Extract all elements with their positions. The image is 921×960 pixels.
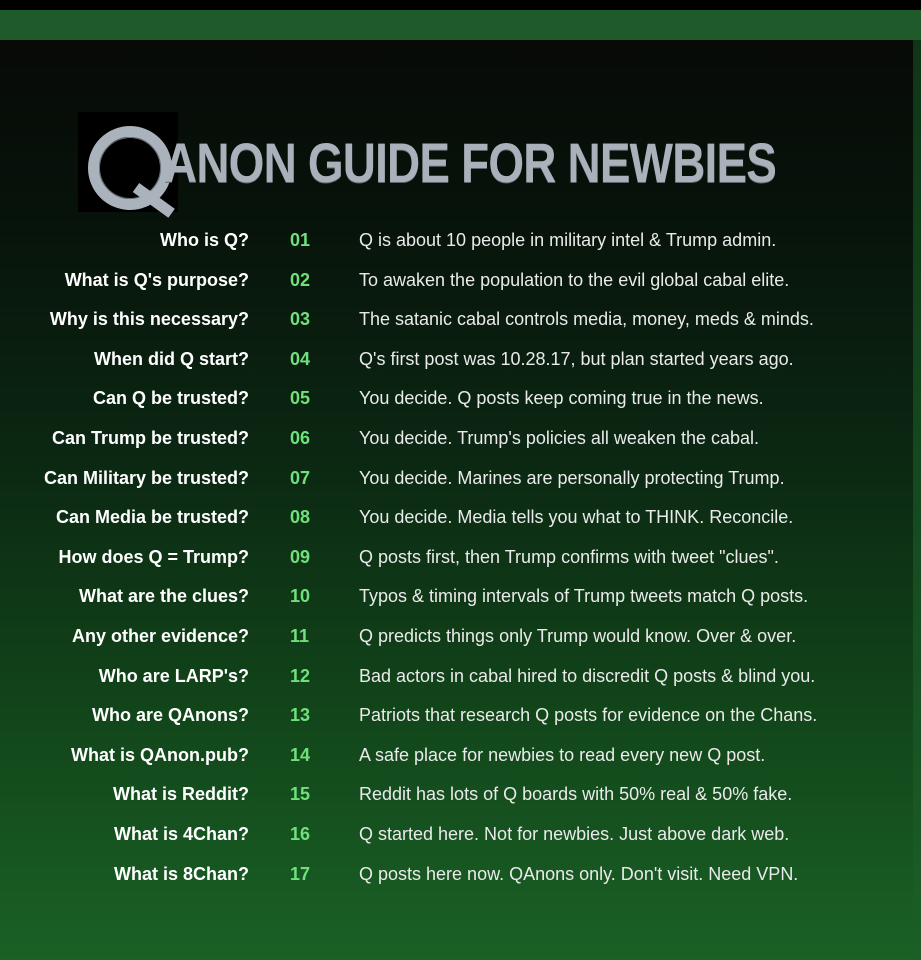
list-item (0, 776, 921, 816)
answer-text: You decide. Trump's policies all weaken the cabal. (359, 427, 760, 448)
list-item (0, 539, 921, 579)
answer-text: Patriots that research Q posts for evidence on the Chans. (359, 705, 818, 726)
question-label: Who is Q? (160, 230, 249, 250)
item-number: 08 (290, 507, 311, 528)
list-item (0, 658, 921, 698)
answer-text: Q predicts things only Trump would know. Over & over. (359, 625, 797, 646)
list-item (0, 380, 921, 420)
answer-text: Bad actors in cabal hired to discredit Q posts & blind you. (359, 665, 816, 686)
list-item (0, 262, 921, 302)
top-bar (0, 10, 921, 40)
list-item (0, 618, 921, 658)
list-item (0, 341, 921, 381)
list-item (0, 697, 921, 737)
answer-text: Q's first post was 10.28.17, but plan started years ago. (359, 348, 794, 369)
answer-text: A safe place for newbies to read every new Q post. (359, 744, 766, 765)
question-label: Who are QAnons? (92, 705, 249, 726)
question-label: What is Q's purpose? (64, 269, 249, 290)
item-number: 17 (290, 863, 311, 884)
item-number: 15 (290, 784, 311, 805)
item-number: 13 (290, 705, 311, 726)
item-number: 10 (290, 586, 311, 607)
list-item (0, 499, 921, 539)
item-number: 12 (290, 665, 311, 686)
q-logo-icon (78, 112, 178, 212)
list-item (0, 737, 921, 777)
question-label: What is 4Chan? (113, 823, 249, 844)
answer-text: Reddit has lots of Q boards with 50% real & 50% fake. (359, 784, 793, 805)
title-block (78, 112, 910, 212)
question-label: Can Media be trusted? (55, 507, 249, 528)
page-title: ANON GUIDE FOR NEWBIES (164, 130, 777, 194)
answer-text: Q posts here now. QAnons only. Don't visit. Need VPN. (359, 863, 799, 884)
answer-text: You decide. Media tells you what to THINK. Reconcile. (359, 507, 794, 528)
guide-list (0, 222, 921, 895)
question-label: What is 8Chan? (113, 863, 249, 884)
answer-text: You decide. Marines are personally protecting Trump. (359, 467, 785, 488)
question-label: What are the clues? (78, 586, 249, 607)
item-number: 16 (290, 823, 311, 844)
question-label: What is QAnon.pub? (71, 744, 249, 765)
list-item (0, 578, 921, 618)
item-number: 01 (290, 230, 311, 250)
question-label: Any other evidence? (71, 625, 249, 646)
list-item (0, 816, 921, 856)
answer-text: Q posts first, then Trump confirms with tweet "clues". (359, 546, 779, 567)
question-label: Why is this necessary? (49, 309, 249, 330)
question-label: How does Q = Trump? (58, 546, 249, 567)
list-item (0, 420, 921, 460)
question-label: Who are LARP's? (98, 665, 249, 686)
answer-text: Q is about 10 people in military intel & Trump admin. (359, 230, 777, 250)
item-number: 14 (290, 744, 311, 765)
question-label: Can Trump be trusted? (51, 427, 249, 448)
answer-text: The satanic cabal controls media, money, meds & minds. (359, 309, 814, 330)
list-item (0, 222, 921, 262)
list-item (0, 856, 921, 896)
answer-text: You decide. Q posts keep coming true in the news. (359, 388, 764, 409)
item-number: 02 (290, 269, 311, 290)
item-number: 04 (290, 348, 311, 369)
question-label: What is Reddit? (113, 784, 249, 805)
answer-text: Typos & timing intervals of Trump tweets match Q posts. (359, 586, 809, 607)
item-number: 06 (290, 427, 311, 448)
item-number: 03 (290, 309, 311, 330)
answer-text: Q started here. Not for newbies. Just above dark web. (359, 823, 790, 844)
answer-text: To awaken the population to the evil global cabal elite. (359, 269, 790, 290)
item-number: 11 (290, 625, 310, 646)
item-number: 05 (290, 388, 311, 409)
question-label: Can Military be trusted? (43, 467, 249, 488)
item-number: 09 (290, 546, 311, 567)
list-item (0, 301, 921, 341)
list-item (0, 460, 921, 500)
item-number: 07 (290, 467, 311, 488)
question-label: Can Q be trusted? (92, 388, 249, 409)
question-label: When did Q start? (94, 348, 249, 369)
